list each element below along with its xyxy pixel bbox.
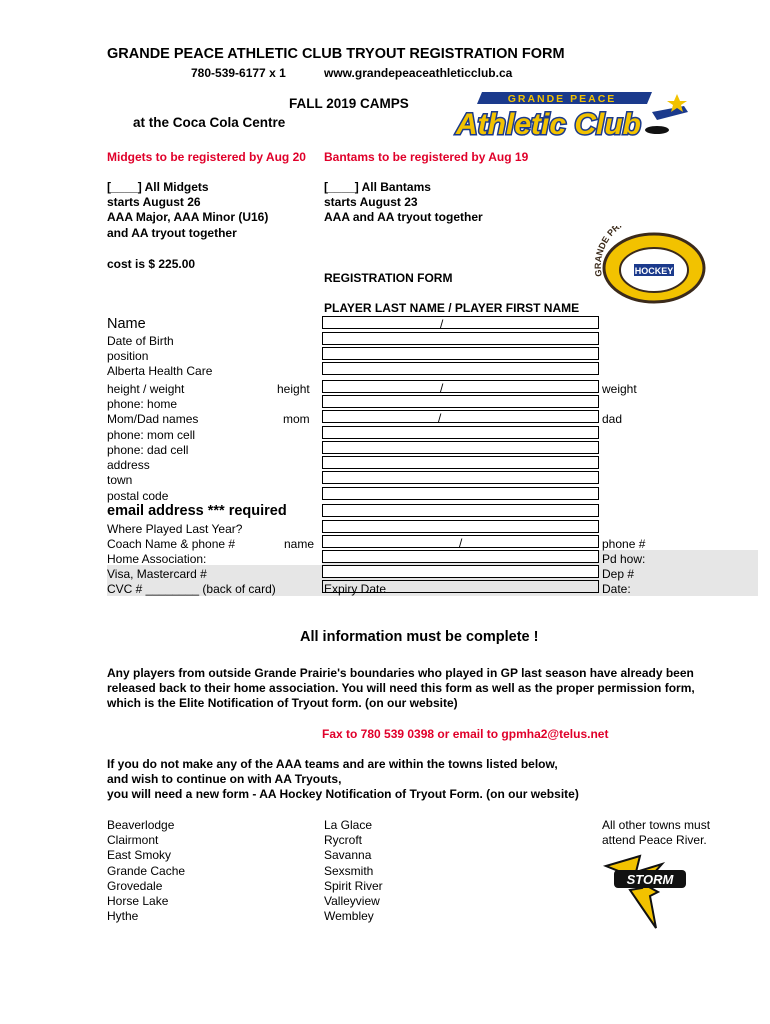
completion-notice: All information must be complete ! bbox=[300, 629, 539, 645]
expiry-label: Expiry Date bbox=[324, 582, 387, 596]
town-field[interactable] bbox=[322, 471, 599, 484]
camps-heading: FALL 2019 CAMPS bbox=[289, 96, 409, 111]
parent-names-separator: / bbox=[438, 411, 442, 425]
home-association-field[interactable] bbox=[322, 550, 599, 563]
fax-email-line: Fax to 780 539 0398 or email to gpmha2@telus.net bbox=[322, 727, 609, 741]
other-towns-line: All other towns must bbox=[602, 818, 711, 832]
cvc-label: CVC # ________ (back of card) bbox=[107, 582, 276, 596]
midgets-levels: AAA Major, AAA Minor (U16) bbox=[107, 210, 269, 224]
dob-label: Date of Birth bbox=[107, 334, 174, 348]
town-label: town bbox=[107, 473, 133, 487]
height-sublabel: height bbox=[277, 382, 310, 396]
where-played-field[interactable] bbox=[322, 520, 599, 533]
town-item: Clairmont bbox=[107, 833, 159, 848]
towns-list-1 bbox=[107, 818, 185, 924]
coach-separator: / bbox=[459, 536, 463, 550]
town-item: Savanna bbox=[324, 848, 372, 863]
minor-hockey-logo bbox=[592, 226, 718, 304]
release-line: Any players from outside Grande Prairie's boundaries who played in GP last season have already been bbox=[107, 666, 694, 680]
card-number-label: Visa, Mastercard # bbox=[107, 567, 207, 581]
bantams-together: AAA and AA tryout together bbox=[324, 210, 483, 224]
svg-text:Athletic Club: Athletic Club bbox=[456, 108, 641, 141]
towns-list-2 bbox=[324, 818, 383, 924]
town-item: Hythe bbox=[107, 909, 139, 924]
bantams-checkbox[interactable]: [____] All Bantams bbox=[324, 180, 431, 194]
where-played-label: Where Played Last Year? bbox=[107, 522, 243, 536]
dad-cell-field[interactable] bbox=[322, 441, 599, 454]
name-separator: / bbox=[440, 317, 444, 331]
height-weight-separator: / bbox=[440, 381, 444, 395]
svg-text:STORM: STORM bbox=[626, 872, 674, 887]
club-phone: 780-539-6177 x 1 bbox=[191, 66, 286, 80]
home-association-label: Home Association: bbox=[107, 552, 207, 566]
postal-code-field[interactable] bbox=[322, 487, 599, 500]
player-name-header: PLAYER LAST NAME / PLAYER FIRST NAME bbox=[324, 301, 580, 315]
svg-text:GRANDE PRAIRIE MINOR: GRANDE PR bbox=[592, 226, 622, 278]
town-item: Sexsmith bbox=[324, 863, 374, 878]
town-item: Spirit River bbox=[324, 878, 383, 893]
phone-home-label: phone: home bbox=[107, 397, 178, 411]
venue-heading: at the Coca Cola Centre bbox=[133, 115, 286, 130]
other-towns-note bbox=[602, 818, 710, 848]
midgets-together: and AA tryout together bbox=[107, 226, 237, 240]
town-item: Grande Cache bbox=[107, 863, 186, 878]
midgets-start: starts August 26 bbox=[107, 195, 201, 209]
email-field[interactable] bbox=[322, 504, 599, 517]
card-number-field[interactable] bbox=[322, 565, 599, 578]
address-field[interactable] bbox=[322, 456, 599, 469]
club-website: www.grandepeaceathleticclub.ca bbox=[324, 66, 513, 80]
midgets-checkbox[interactable]: [____] All Midgets bbox=[107, 180, 209, 194]
height-weight-label: height / weight bbox=[107, 382, 185, 396]
ahc-field[interactable] bbox=[322, 362, 599, 375]
phone-home-field[interactable] bbox=[322, 395, 599, 408]
height-weight-field[interactable] bbox=[322, 380, 599, 393]
date-label: Date: bbox=[602, 582, 631, 596]
svg-text:HOCKEY: HOCKEY bbox=[634, 266, 674, 276]
name-field[interactable] bbox=[322, 316, 599, 329]
coach-phone-label: phone # bbox=[602, 537, 646, 551]
parent-names-field[interactable] bbox=[322, 410, 599, 423]
mom-sublabel: mom bbox=[283, 412, 310, 426]
weight-label: weight bbox=[602, 382, 637, 396]
deposit-label: Dep # bbox=[602, 567, 635, 581]
other-towns-line: attend Peace River. bbox=[602, 833, 707, 848]
midgets-deadline: Midgets to be registered by Aug 20 bbox=[107, 150, 306, 164]
postal-code-label: postal code bbox=[107, 489, 169, 503]
town-item: Valleyview bbox=[324, 894, 380, 909]
dob-field[interactable] bbox=[322, 332, 599, 345]
mom-cell-label: phone: mom cell bbox=[107, 428, 196, 442]
registration-form-title: REGISTRATION FORM bbox=[324, 271, 453, 285]
storm-logo bbox=[600, 852, 692, 930]
mom-cell-field[interactable] bbox=[322, 426, 599, 439]
dad-cell-label: phone: dad cell bbox=[107, 443, 189, 457]
town-item: Beaverlodge bbox=[107, 818, 175, 832]
town-item: Grovedale bbox=[107, 878, 163, 893]
aaa-note-line: you will need a new form - AA Hockey Notification of Tryout Form. (on our website) bbox=[107, 787, 579, 802]
paid-how-label: Pd how: bbox=[602, 552, 646, 566]
bantams-start: starts August 23 bbox=[324, 195, 418, 209]
town-item: Rycroft bbox=[324, 833, 363, 848]
aaa-note-line: and wish to continue on with AA Tryouts, bbox=[107, 772, 342, 787]
svg-text:GRANDE PEACE: GRANDE PEACE bbox=[507, 93, 617, 105]
email-label: email address *** required bbox=[107, 503, 287, 519]
athletic-club-logo bbox=[452, 86, 692, 144]
cost: cost is $ 225.00 bbox=[107, 257, 196, 271]
aaa-note-line: If you do not make any of the AAA teams and are within the towns listed below, bbox=[107, 757, 558, 771]
address-label: address bbox=[107, 458, 150, 472]
aaa-note bbox=[107, 757, 579, 803]
release-line: released back to their home association. You will need this form as well as the proper permission form, bbox=[107, 681, 695, 696]
town-item: Horse Lake bbox=[107, 894, 169, 909]
coach-name-sublabel: name bbox=[284, 537, 315, 551]
form-title: GRANDE PEACE ATHLETIC CLUB TRYOUT REGISTRATION FORM bbox=[107, 46, 565, 62]
position-label: position bbox=[107, 349, 149, 363]
release-paragraph bbox=[107, 666, 695, 712]
town-item: East Smoky bbox=[107, 848, 172, 863]
position-field[interactable] bbox=[322, 347, 599, 360]
town-item: Wembley bbox=[324, 909, 374, 924]
name-label: Name bbox=[107, 316, 146, 332]
parent-names-label: Mom/Dad names bbox=[107, 412, 199, 426]
release-line: which is the Elite Notification of Tryout form. (on our website) bbox=[107, 696, 458, 711]
bantams-deadline: Bantams to be registered by Aug 19 bbox=[324, 150, 529, 164]
coach-label: Coach Name & phone # bbox=[107, 537, 236, 551]
ahc-label: Alberta Health Care bbox=[107, 364, 213, 378]
town-item: La Glace bbox=[324, 818, 373, 832]
dad-label: dad bbox=[602, 412, 623, 426]
